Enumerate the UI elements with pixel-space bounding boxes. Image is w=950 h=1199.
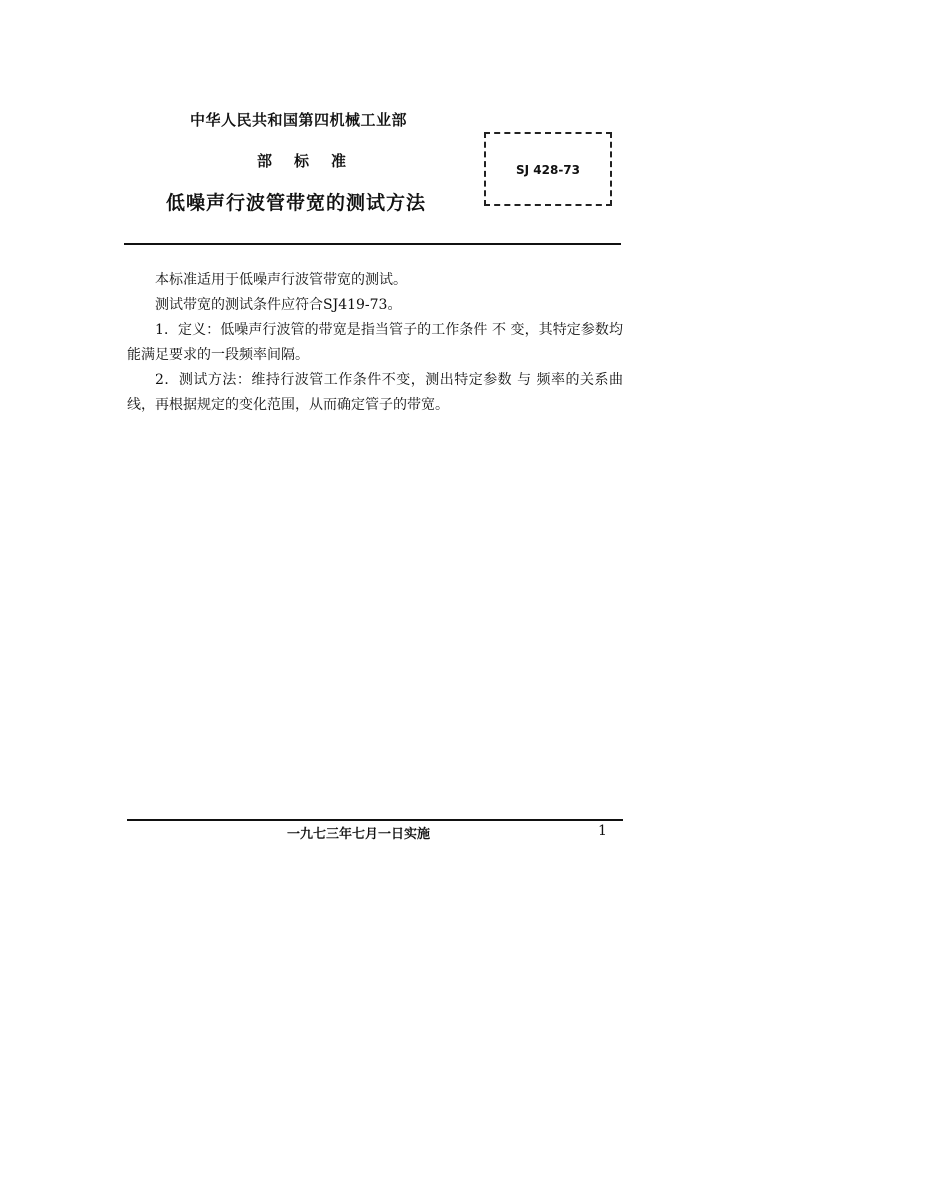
standard-type: 部标准 [257,152,369,170]
paragraph-method: 2．测试方法：维持行波管工作条件不变，测出特定参数 与 频率的关系曲线，再根据规定的变化范围，从而确定管子的带宽。 [127,372,623,413]
document-title: 低噪声行波管带宽的测试方法 [166,192,427,214]
footer-divider [127,819,623,821]
paragraph-conditions: 测试带宽的测试条件应符合SJ419-73。 [155,297,402,313]
effective-date: 一九七三年七月一日实施 [287,827,431,842]
paragraph-scope: 本标准适用于低噪声行波管带宽的测试。 [155,272,407,288]
ministry-name: 中华人民共和国第四机械工业部 [190,111,408,129]
standard-code: SJ 428-73 [515,163,580,177]
document-body [127,268,623,418]
page-number: 1 [598,823,607,839]
paragraph-definition: 1．定义：低噪声行波管的带宽是指当管子的工作条件 不 变，其特定参数均能满足要求的一段频率间隔。 [127,322,623,363]
standard-code-box [484,132,612,206]
header-divider [124,243,621,245]
